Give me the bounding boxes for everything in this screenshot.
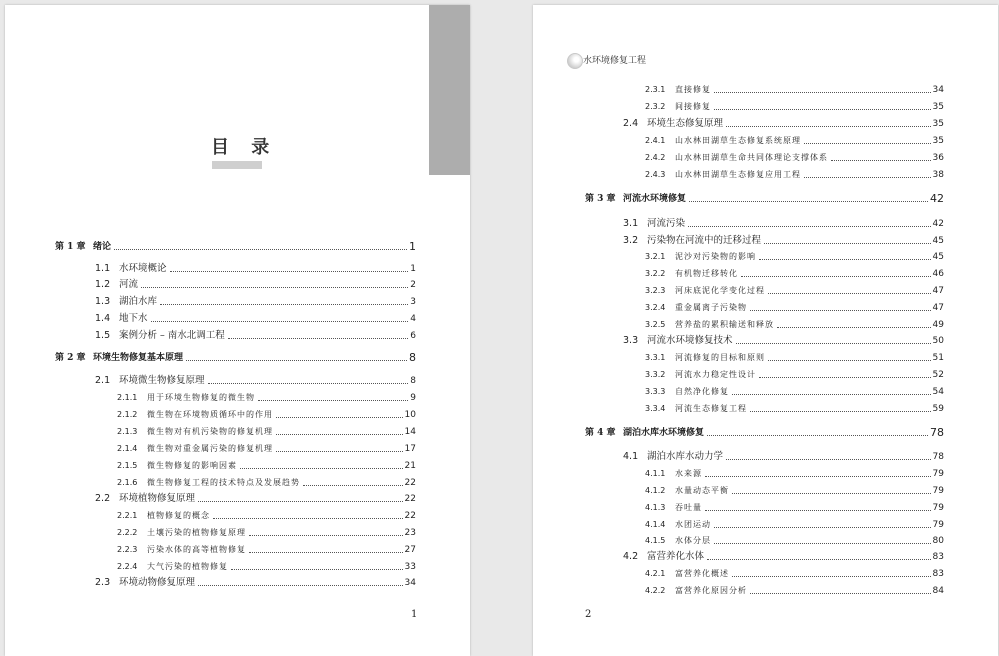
toc-chapter-entry[interactable]: [585, 427, 944, 439]
toc-entry-number: 1.3: [95, 296, 111, 307]
toc-entry-title: 环境生物修复基本原理: [93, 353, 184, 363]
toc-entry-title: 环境微生物修复原理: [119, 375, 205, 386]
dot-leader: [141, 287, 408, 288]
toc-entry-number: 3.2.1: [645, 252, 666, 261]
toc-entry-number: 2.1.6: [117, 478, 138, 487]
page-number: 1: [411, 609, 418, 620]
toc-subsection-entry[interactable]: [645, 568, 944, 580]
toc-section-entry[interactable]: [623, 551, 944, 563]
toc-entry-number: 1.1: [95, 263, 111, 274]
toc-entry-number: 4.1: [623, 451, 639, 462]
toc-entry-number: 4.1.4: [645, 520, 666, 529]
toc-entry-page: 47: [932, 303, 944, 313]
toc-entry-number: 3.3: [623, 335, 639, 346]
dot-leader: [198, 501, 403, 502]
dot-leader: [276, 434, 403, 435]
dot-leader: [249, 535, 403, 536]
toc-subsection-entry[interactable]: [645, 386, 944, 398]
toc-entry-page: 45: [932, 236, 944, 246]
toc-entry-title: 河流生态修复工程: [675, 404, 747, 413]
toc-entry-number: 3.2.2: [645, 269, 666, 278]
toc-subsection-entry[interactable]: [645, 369, 944, 381]
toc-subsection-entry[interactable]: [645, 519, 944, 531]
toc-subsection-entry[interactable]: [117, 544, 416, 556]
toc-entry-title: 绪论: [93, 242, 112, 252]
toc-subsection-entry[interactable]: [645, 485, 944, 497]
toc-subsection-entry[interactable]: [117, 443, 416, 455]
toc-entry-number: 2.4.2: [645, 153, 666, 162]
toc-entry-title: 泥沙对污染物的影响: [675, 252, 756, 261]
toc-entry-page: 17: [404, 444, 416, 454]
toc-entry-title: 污染水体的高等植物修复: [147, 545, 246, 554]
toc-entry-title: 水量动态平衡: [675, 486, 729, 495]
dot-leader: [705, 510, 931, 511]
toc-entry-number: 3.2.4: [645, 303, 666, 312]
toc-entry-title: 重金属离子污染物: [675, 303, 747, 312]
toc-entry-title: 微生物修复的影响因素: [147, 461, 237, 470]
toc-entry-page: 22: [404, 478, 416, 488]
toc-entry-page: 22: [404, 511, 416, 521]
toc-entry-number: 4.2.1: [645, 569, 666, 578]
toc-entry-page: 23: [404, 528, 416, 538]
toc-entry-title: 土壤污染的植物修复原理: [147, 528, 246, 537]
toc-entry-title: 水体分层: [675, 536, 711, 545]
toc-entry-number: 1.4: [95, 313, 111, 324]
dot-leader: [707, 435, 928, 436]
toc-entry-page: 45: [932, 252, 944, 262]
toc-entry-page: 79: [932, 503, 944, 513]
toc-entry-number: 3.2.3: [645, 286, 666, 295]
toc-entry-page: 47: [932, 286, 944, 296]
toc-section-entry[interactable]: [95, 296, 416, 308]
dot-leader: [689, 201, 928, 202]
toc-entry-page: 35: [932, 136, 944, 146]
toc-entry-number: 1.2: [95, 279, 111, 290]
toc-section-entry[interactable]: [95, 330, 416, 342]
dot-leader: [198, 585, 403, 586]
toc-subsection-entry[interactable]: [645, 585, 944, 597]
toc-subsection-entry[interactable]: [645, 535, 944, 547]
toc-entry-title: 湖泊水库: [119, 296, 158, 307]
toc-subsection-entry[interactable]: [645, 403, 944, 415]
dot-leader: [707, 559, 931, 560]
toc-entry-number: 3.3.4: [645, 404, 666, 413]
toc-chapter-entry[interactable]: [55, 352, 416, 364]
toc-entry-title: 湖泊水库水环境修复: [623, 428, 705, 438]
toc-subsection-entry[interactable]: [117, 477, 416, 489]
dot-leader: [777, 327, 931, 328]
toc-entry-title: 富营养化原因分析: [675, 586, 747, 595]
toc-entry-page: 52: [932, 370, 944, 380]
toc-entry-page: 42: [932, 219, 944, 229]
toc-subsection-entry[interactable]: [645, 468, 944, 480]
toc-section-entry[interactable]: [623, 235, 944, 247]
toc-subsection-entry[interactable]: [645, 169, 944, 181]
toc-entry-page: 34: [404, 578, 416, 588]
toc-entry-number: 第 1 章: [55, 242, 86, 252]
toc-entry-page: 10: [404, 410, 416, 420]
toc-entry-page: 2: [410, 280, 416, 290]
toc-entry-page: 21: [404, 461, 416, 471]
toc-entry-number: 4.1.2: [645, 486, 666, 495]
dot-leader: [714, 92, 931, 93]
dot-leader: [228, 338, 408, 339]
toc-entry-number: 2.2.4: [117, 562, 138, 571]
toc-entry-title: 河流水环境修复: [623, 194, 687, 204]
toc-entry-page: 3: [410, 297, 416, 307]
toc-entry-title: 直接修复: [675, 85, 711, 94]
dot-leader: [249, 552, 403, 553]
dot-leader: [732, 394, 931, 395]
dot-leader: [831, 160, 931, 161]
toc-entry-page: 79: [932, 520, 944, 530]
toc-entry-title: 河流: [119, 279, 139, 290]
toc-entry-page: 4: [410, 314, 416, 324]
toc-subsection-entry[interactable]: [645, 152, 944, 164]
dot-leader: [276, 417, 403, 418]
dot-leader: [213, 518, 403, 519]
toc-entry-number: 2.1.5: [117, 461, 138, 470]
left-page: [5, 5, 470, 656]
toc-entry-number: 2.3: [95, 577, 111, 588]
toc-entry-number: 2.2.3: [117, 545, 138, 554]
toc-entry-title: 河流修复的目标和原则: [675, 353, 765, 362]
dot-leader: [231, 569, 403, 570]
toc-subsection-entry[interactable]: [117, 527, 416, 539]
dot-leader: [714, 543, 931, 544]
dot-leader: [759, 377, 931, 378]
toc-entry-title: 用于环境生物修复的微生物: [147, 393, 255, 402]
dot-leader: [151, 321, 409, 322]
toc-subsection-entry[interactable]: [117, 392, 416, 404]
toc-title: 目 录: [211, 137, 278, 158]
toc-subsection-entry[interactable]: [645, 352, 944, 364]
dot-leader: [750, 310, 931, 311]
book-logo-icon: [567, 53, 583, 69]
dot-leader: [750, 593, 931, 594]
toc-entry-title: 山水林田湖草生命共同体理论支撑体系: [675, 153, 828, 162]
toc-subsection-entry[interactable]: [117, 510, 416, 522]
toc-entry-page: 78: [932, 452, 944, 462]
toc-section-entry[interactable]: [623, 118, 944, 130]
dot-leader: [114, 249, 407, 250]
dot-leader: [240, 468, 403, 469]
toc-subsection-entry[interactable]: [645, 319, 944, 331]
page-edge-tab: [429, 5, 470, 175]
toc-entry-number: 2.2.1: [117, 511, 138, 520]
toc-subsection-entry[interactable]: [645, 84, 944, 96]
toc-entry-page: 42: [930, 192, 944, 205]
toc-section-entry[interactable]: [95, 263, 416, 275]
toc-entry-page: 14: [404, 427, 416, 437]
toc-entry-title: 水环境概论: [119, 263, 167, 274]
dot-leader: [764, 243, 931, 244]
toc-entry-number: 4.1.5: [645, 536, 666, 545]
dot-leader: [768, 293, 931, 294]
toc-entry-title: 地下水: [119, 313, 148, 324]
dot-leader: [768, 360, 931, 361]
toc-section-entry[interactable]: [95, 577, 416, 589]
toc-subsection-entry[interactable]: [645, 101, 944, 113]
dot-leader: [714, 527, 931, 528]
dot-leader: [160, 304, 408, 305]
dot-leader: [303, 485, 403, 486]
toc-entry-title: 水团运动: [675, 520, 711, 529]
toc-entry-number: 4.2: [623, 551, 639, 562]
dot-leader: [732, 576, 931, 577]
toc-entry-number: 2.1.2: [117, 410, 138, 419]
toc-entry-title: 大气污染的植物修复: [147, 562, 228, 571]
toc-entry-number: 2.4.3: [645, 170, 666, 179]
toc-entry-page: 9: [410, 393, 416, 403]
dot-leader: [759, 259, 931, 260]
right-page: [533, 5, 998, 656]
toc-entry-number: 2.4.1: [645, 136, 666, 145]
toc-entry-number: 2.3.1: [645, 85, 666, 94]
toc-entry-title: 环境生态修复原理: [647, 118, 724, 129]
toc-entry-number: 2.4: [623, 118, 639, 129]
toc-subsection-entry[interactable]: [117, 460, 416, 472]
toc-entry-number: 3.2: [623, 235, 639, 246]
toc-entry-title: 微生物对有机污染物的修复机理: [147, 427, 273, 436]
dot-leader: [726, 459, 931, 460]
toc-subsection-entry[interactable]: [645, 502, 944, 514]
toc-entry-number: 3.3.2: [645, 370, 666, 379]
toc-subsection-entry[interactable]: [117, 561, 416, 573]
toc-entry-page: 34: [932, 85, 944, 95]
toc-entry-number: 3.3.1: [645, 353, 666, 362]
toc-entry-page: 59: [932, 404, 944, 414]
toc-entry-number: 4.1.1: [645, 469, 666, 478]
toc-entry-title: 吞吐量: [675, 503, 702, 512]
toc-entry-title: 富营养化水体: [647, 551, 705, 562]
toc-entry-title: 环境植物修复原理: [119, 493, 196, 504]
toc-subsection-entry[interactable]: [645, 268, 944, 280]
dot-leader: [736, 343, 931, 344]
toc-entry-page: 8: [410, 376, 416, 386]
toc-entry-number: 3.2.5: [645, 320, 666, 329]
toc-entry-page: 54: [932, 387, 944, 397]
toc-subsection-entry[interactable]: [117, 409, 416, 421]
toc-entry-title: 水来源: [675, 469, 702, 478]
toc-entry-number: 3.1: [623, 218, 639, 229]
toc-entry-title: 营养盐的累积输送和释放: [675, 320, 774, 329]
toc-chapter-entry[interactable]: [585, 193, 944, 205]
toc-entry-title: 案例分析 – 南水北调工程: [119, 330, 225, 341]
toc-entry-page: 27: [404, 545, 416, 555]
toc-entry-number: 2.1.1: [117, 393, 138, 402]
dot-leader: [741, 276, 931, 277]
dot-leader: [750, 411, 931, 412]
toc-entry-page: 35: [932, 102, 944, 112]
dot-leader: [714, 109, 931, 110]
toc-entry-number: 2.2.2: [117, 528, 138, 537]
toc-entry-page: 49: [932, 320, 944, 330]
dot-leader: [276, 451, 403, 452]
page-number: 2: [585, 609, 592, 620]
toc-entry-page: 38: [932, 170, 944, 180]
toc-entry-title: 微生物在环境物质循环中的作用: [147, 410, 273, 419]
toc-subsection-entry[interactable]: [117, 426, 416, 438]
toc-entry-title: 河床底泥化学变化过程: [675, 286, 765, 295]
toc-entry-page: 51: [932, 353, 944, 363]
toc-entry-number: 第 3 章: [585, 194, 616, 204]
dot-leader: [186, 360, 407, 361]
dot-leader: [705, 476, 931, 477]
toc-entry-number: 2.3.2: [645, 102, 666, 111]
toc-entry-page: 80: [932, 536, 944, 546]
toc-entry-page: 79: [932, 486, 944, 496]
running-header: 水环境修复工程: [583, 56, 647, 66]
toc-entry-title: 间接修复: [675, 102, 711, 111]
toc-entry-page: 6: [410, 331, 416, 341]
toc-entry-title: 河流水力稳定性设计: [675, 370, 756, 379]
toc-subsection-entry[interactable]: [645, 302, 944, 314]
toc-chapter-entry[interactable]: [55, 241, 416, 253]
toc-entry-title: 湖泊水库水动力学: [647, 451, 724, 462]
toc-entry-number: 2.1.3: [117, 427, 138, 436]
toc-entry-page: 35: [932, 119, 944, 129]
toc-entry-title: 河流污染: [647, 218, 686, 229]
toc-entry-page: 33: [404, 562, 416, 572]
toc-entry-number: 4.1.3: [645, 503, 666, 512]
toc-entry-title: 山水林田湖草生态修复系统原理: [675, 136, 801, 145]
title-underline: [212, 161, 262, 169]
dot-leader: [726, 126, 931, 127]
toc-entry-page: 78: [930, 426, 944, 439]
toc-entry-title: 富营养化概述: [675, 569, 729, 578]
dot-leader: [804, 143, 931, 144]
toc-entry-page: 1: [409, 240, 416, 253]
toc-entry-title: 有机物迁移转化: [675, 269, 738, 278]
toc-subsection-entry[interactable]: [645, 251, 944, 263]
dot-leader: [258, 400, 408, 401]
toc-entry-title: 河流水环境修复技术: [647, 335, 733, 346]
toc-entry-page: 1: [410, 264, 416, 274]
dot-leader: [688, 226, 931, 227]
toc-entry-title: 植物修复的概念: [147, 511, 210, 520]
toc-entry-page: 22: [404, 494, 416, 504]
toc-section-entry[interactable]: [95, 313, 416, 325]
toc-entry-title: 微生物修复工程的技术特点及发展趋势: [147, 478, 300, 487]
toc-section-entry[interactable]: [623, 451, 944, 463]
toc-entry-page: 46: [932, 269, 944, 279]
toc-entry-page: 79: [932, 469, 944, 479]
toc-entry-page: 84: [932, 586, 944, 596]
toc-entry-number: 1.5: [95, 330, 111, 341]
toc-entry-number: 3.3.3: [645, 387, 666, 396]
toc-entry-number: 第 2 章: [55, 353, 86, 363]
toc-section-entry[interactable]: [623, 218, 944, 230]
dot-leader: [804, 177, 931, 178]
toc-section-entry[interactable]: [95, 279, 416, 291]
toc-entry-page: 83: [932, 552, 944, 562]
toc-subsection-entry[interactable]: [645, 135, 944, 147]
toc-entry-page: 83: [932, 569, 944, 579]
toc-entry-number: 2.1.4: [117, 444, 138, 453]
dot-leader: [732, 493, 931, 494]
toc-entry-number: 2.2: [95, 493, 111, 504]
toc-entry-number: 第 4 章: [585, 428, 616, 438]
toc-entry-page: 50: [932, 336, 944, 346]
toc-section-entry[interactable]: [95, 375, 416, 387]
toc-entry-page: 8: [409, 351, 416, 364]
toc-entry-title: 污染物在河流中的迁移过程: [647, 235, 762, 246]
toc-entry-number: 2.1: [95, 375, 111, 386]
dot-leader: [208, 383, 409, 384]
toc-section-entry[interactable]: [95, 493, 416, 505]
toc-subsection-entry[interactable]: [645, 285, 944, 297]
dot-leader: [170, 271, 409, 272]
toc-entry-title: 环境动物修复原理: [119, 577, 196, 588]
toc-entry-title: 微生物对重金属污染的修复机理: [147, 444, 273, 453]
toc-entry-title: 自然净化修复: [675, 387, 729, 396]
toc-entry-number: 4.2.2: [645, 586, 666, 595]
toc-entry-page: 36: [932, 153, 944, 163]
toc-section-entry[interactable]: [623, 335, 944, 347]
toc-entry-title: 山水林田湖草生态修复应用工程: [675, 170, 801, 179]
